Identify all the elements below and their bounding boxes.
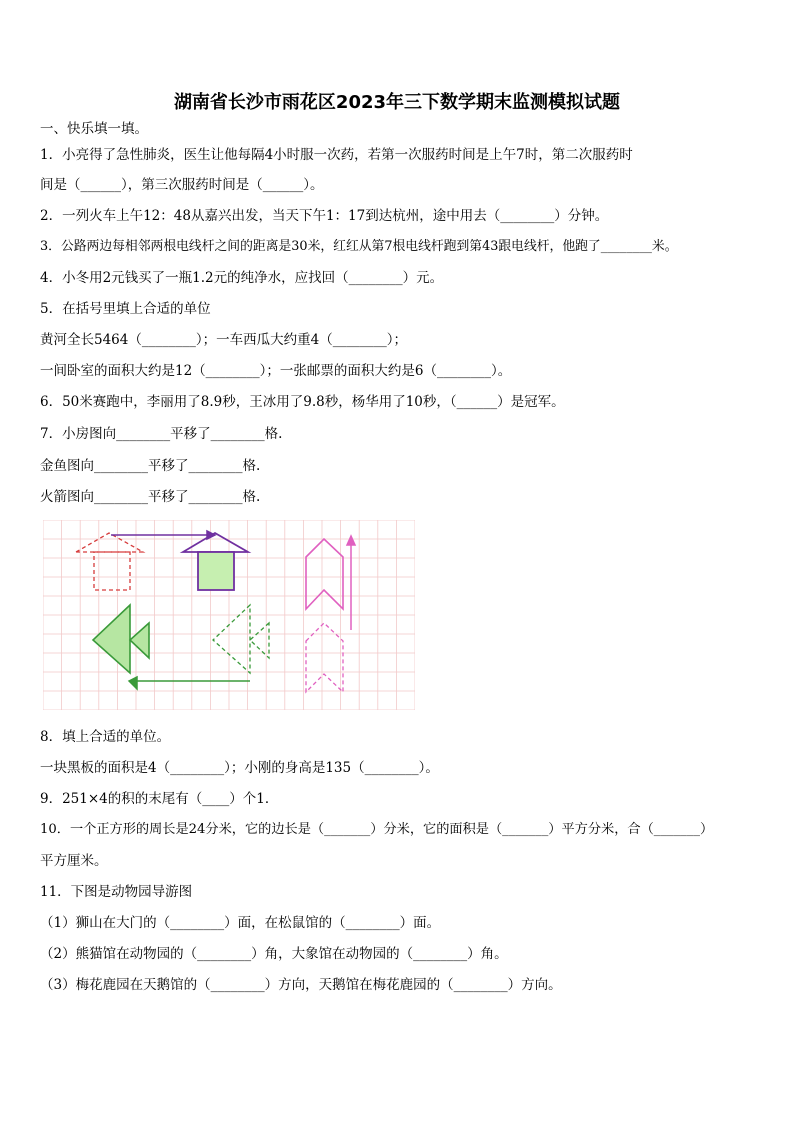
question-10-line-2: 平方厘米。 — [40, 853, 108, 869]
fish-arrow — [129, 677, 250, 689]
rocket-arrow — [347, 536, 355, 630]
question-7-line-3: 火箭图向________平移了________格. — [40, 489, 261, 505]
page-title: 湖南省长沙市雨花区2023年三下数学期末监测模拟试题 — [173, 92, 621, 113]
house-arrow — [111, 531, 215, 539]
question-6: 6．50米赛跑中，李丽用了8.9秒，王冰用了9.8秒，杨华用了10秒，（______）是冠军。 — [40, 394, 565, 410]
question-5-line-2: 一间卧室的面积大约是12（________）；一张邮票的面积大约是6（________）。 — [40, 363, 512, 379]
question-3: 3．公路两边每相邻两根电线杆之间的距离是30米，红红从第7根电线杆跑到第43跟电线杆，他跑了________米。 — [40, 239, 678, 254]
question-11: 11．下图是动物园导游图 — [40, 884, 193, 900]
question-11-part-1: （1）狮山在大门的（________）面，在松鼠馆的（________）面。 — [40, 915, 441, 931]
question-4: 4．小冬用2元钱买了一瓶1.2元的纯净水，应找回（________）元。 — [40, 270, 444, 286]
question-11-part-2: （2）熊猫馆在动物园的（________）角，大象馆在动物园的（________）角。 — [40, 946, 508, 962]
question-2: 2．一列火车上午12：48从嘉兴出发，当天下午1：17到达杭州，途中用去（________）分钟。 — [40, 208, 609, 224]
question-11-part-3: （3）梅花鹿园在天鹅馆的（________）方向，天鹅馆在梅花鹿园的（________）方向。 — [40, 977, 562, 993]
rocket-moved — [306, 623, 343, 692]
house-original — [76, 533, 143, 590]
section-heading: 一、快乐填一填。 — [40, 121, 148, 137]
rocket-original — [306, 539, 343, 609]
question-5: 5．在括号里填上合适的单位 — [40, 301, 211, 317]
question-9: 9．251×4的积的末尾有（____）个1． — [40, 791, 279, 807]
question-8: 8．填上合适的单位。 — [40, 729, 171, 745]
house-moved — [183, 533, 248, 590]
question-1-line-2: 间是（______），第三次服药时间是（______）。 — [40, 177, 324, 193]
question-1-line-1: 1．小亮得了急性肺炎，医生让他每隔4小时服一次药，若第一次服药时间是上午7时，第二次服药时 — [40, 147, 633, 163]
question-7-line-2: 金鱼图向________平移了________格. — [40, 458, 261, 474]
translation-figure — [43, 520, 415, 710]
question-8-line-1: 一块黑板的面积是4（________）；小刚的身高是135（________）。 — [40, 760, 439, 776]
question-5-line-1: 黄河全长5464（________）；一车西瓜大约重4（________）； — [40, 332, 407, 348]
question-7: 7．小房图向________平移了________格. — [40, 426, 283, 442]
question-10-line-1: 10．一个正方形的周长是24分米，它的边长是（_______）分米，它的面积是（_______）平方分米，合（_______） — [40, 822, 714, 837]
